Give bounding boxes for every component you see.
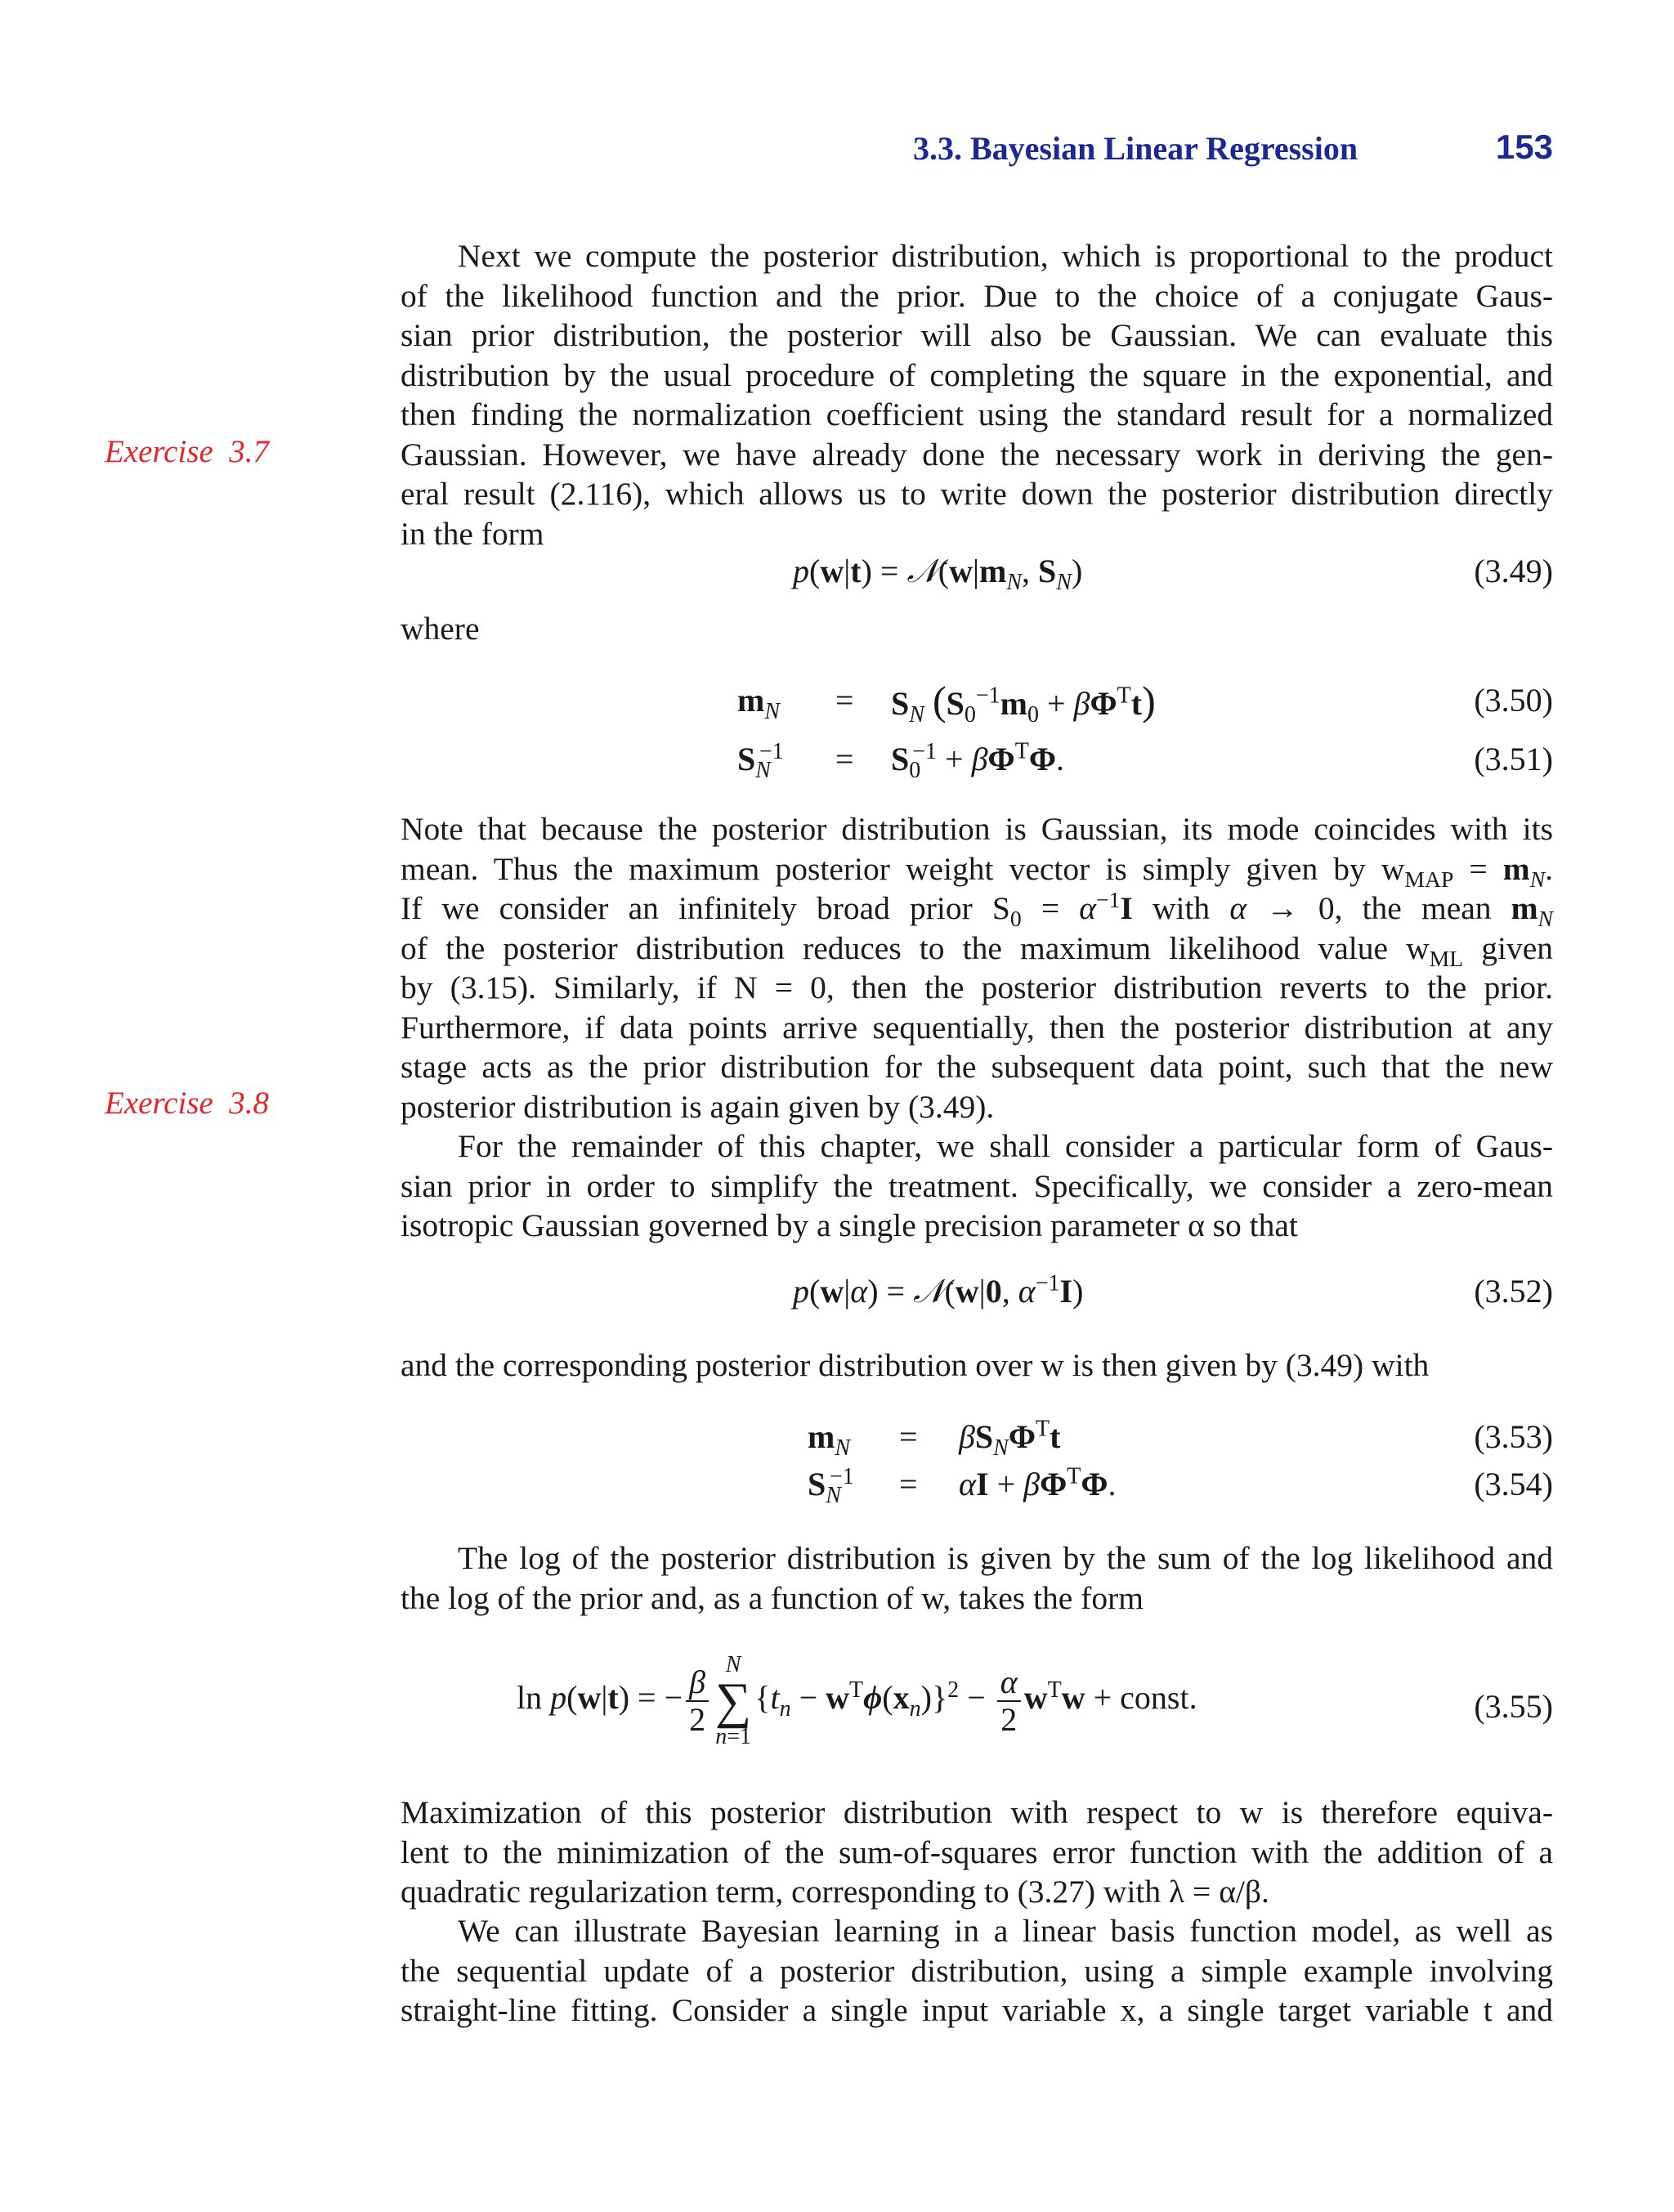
paragraph-posterior-over-w: and the corresponding posterior distribution over w is then given by (3.49) with [401, 1347, 1430, 1383]
equation-number: (3.50) [1474, 682, 1553, 719]
text-line: Next we compute the posterior distribution, which is proportional to the product [458, 238, 1553, 274]
text-line: If we consider an infinitely broad prior $S_0 = \alpha^{-1}I$ with α → 0, the mean $m_N$ [401, 886, 1553, 931]
text-line: stage acts as the prior distribution for the subsequent data point, such that the new [401, 1049, 1553, 1085]
text-line: then finding the normalization coefficient using the standard result for a normalized [401, 396, 1553, 432]
equation-number: (3.49) [1474, 553, 1553, 589]
text-line: We can illustrate Bayesian learning in a linear basis function model, as well as [458, 1913, 1553, 1949]
page-number: 153 [1495, 128, 1553, 166]
text-line: For the remainder of this chapter, we shall consider a particular form of Gaus- [458, 1128, 1553, 1164]
text-line: the log of the prior and, as a function of w, takes the form [401, 1579, 1144, 1616]
text-line: mean. Thus the maximum posterior weight vector is simply given by $w_{MAP} = m_N$. [401, 850, 1554, 892]
text-line: the sequential update of a posterior distribution, using a simple example involving [401, 1952, 1553, 1989]
paragraph-maximization [401, 1793, 1553, 1912]
text-line: The log of the posterior distribution is given by the sum of the log likelihood and [458, 1540, 1553, 1576]
paragraph-isotropic-prior [401, 1126, 1553, 1246]
text-line: eral result (2.116), which allows us to write down the posterior distribution directly [401, 476, 1553, 512]
equation-3-53: $m_N$ = $\beta S_N\Phi^Tt$ [808, 1416, 1061, 1461]
text-line: Maximization of this posterior distribution with respect to w is therefore equiva- [401, 1794, 1553, 1830]
equation-number: (3.51) [1474, 741, 1553, 777]
equation-3-54: $S_N^{-1}$ = $\alpha I + \beta\Phi^T\Phi$. [808, 1463, 1117, 1508]
equation-3-55: ln p(w|t) = − $\frac{\beta}{2}$ N ∑ n=1 $\{t_n - w^T\phi(x_n)\}^2$ − $\frac{\alpha}{2}$ $w^Tw$ + const. [517, 1652, 1197, 1749]
text-line: Gaussian. However, we have already done the necessary work in deriving the gen- [401, 436, 1553, 472]
text-line: of the likelihood function and the prior. Due to the choice of a conjugate Gaus- [401, 277, 1553, 314]
text-line: by (3.15). Similarly, if N = 0, then the posterior distribution reverts to the prior. [401, 969, 1553, 1005]
equation-3-51: $S_N^{-1}$ = $S_0^{-1} + \beta\Phi^T\Phi$. [737, 738, 1064, 783]
text-line: in the form [401, 515, 544, 552]
paragraph-illustration [401, 1911, 1553, 2031]
text-line: Furthermore, if data points arrive sequentially, then the posterior distribution at any [401, 1009, 1553, 1046]
text-line: straight-line fitting. Consider a single input variable x, a single target variable t and [401, 1992, 1553, 2028]
text-line: distribution by the usual procedure of completing the square in the exponential, and [401, 356, 1553, 393]
text-line: lent to the minimization of the sum-of-squares error function with the addition of a [401, 1834, 1553, 1870]
text-where: where [401, 611, 480, 647]
equation-number: (3.55) [1474, 1688, 1553, 1725]
paragraph-mode-mean [401, 809, 1553, 1126]
text-line: of the posterior distribution reduces to the maximum likelihood value $w_{ML}$ given [401, 929, 1553, 971]
equation-3-49: $p(w|t) = 𝒩(w|m_N$, $S_N$) [793, 553, 1083, 595]
subscript: ML [1429, 945, 1464, 971]
paragraph-log-posterior [401, 1538, 1553, 1618]
text-line: sian prior distribution, the posterior will also be Gaussian. We can evaluate this [401, 317, 1553, 353]
equation-number: (3.52) [1474, 1273, 1553, 1310]
margin-note-exercise-3-8[interactable]: Exercise 3.8 [105, 1086, 270, 1121]
text-line: quadratic regularization term, corresponding to (3.27) with λ = α/β. [401, 1874, 1269, 1910]
running-header-title: 3.3. Bayesian Linear Regression [913, 130, 1358, 167]
text-line: posterior distribution is again given by (3.49). [401, 1088, 995, 1125]
equation-number: (3.54) [1474, 1466, 1553, 1502]
equation-number: (3.53) [1474, 1418, 1553, 1455]
subscript: MAP [1404, 866, 1454, 892]
const-term: const. [1120, 1679, 1197, 1717]
text-line: sian prior in order to simplify the treatment. Specifically, we consider a zero-mean [401, 1167, 1553, 1204]
equation-3-52: p(w|α) = 𝒩(w|0, $\alpha^{-1}I$) [793, 1270, 1084, 1310]
paragraph-posterior-intro [401, 236, 1553, 553]
margin-note-exercise-3-7[interactable]: Exercise 3.7 [105, 434, 270, 469]
text-line: Note that because the posterior distribution is Gaussian, its mode coincides with its [401, 811, 1553, 847]
text-line: isotropic Gaussian governed by a single precision parameter α so that [401, 1207, 1298, 1243]
equation-3-50: $m_N$ = $S_N$ $(S_0^{-1}m_0 + \beta\Phi^Tt)$ [737, 678, 1156, 728]
